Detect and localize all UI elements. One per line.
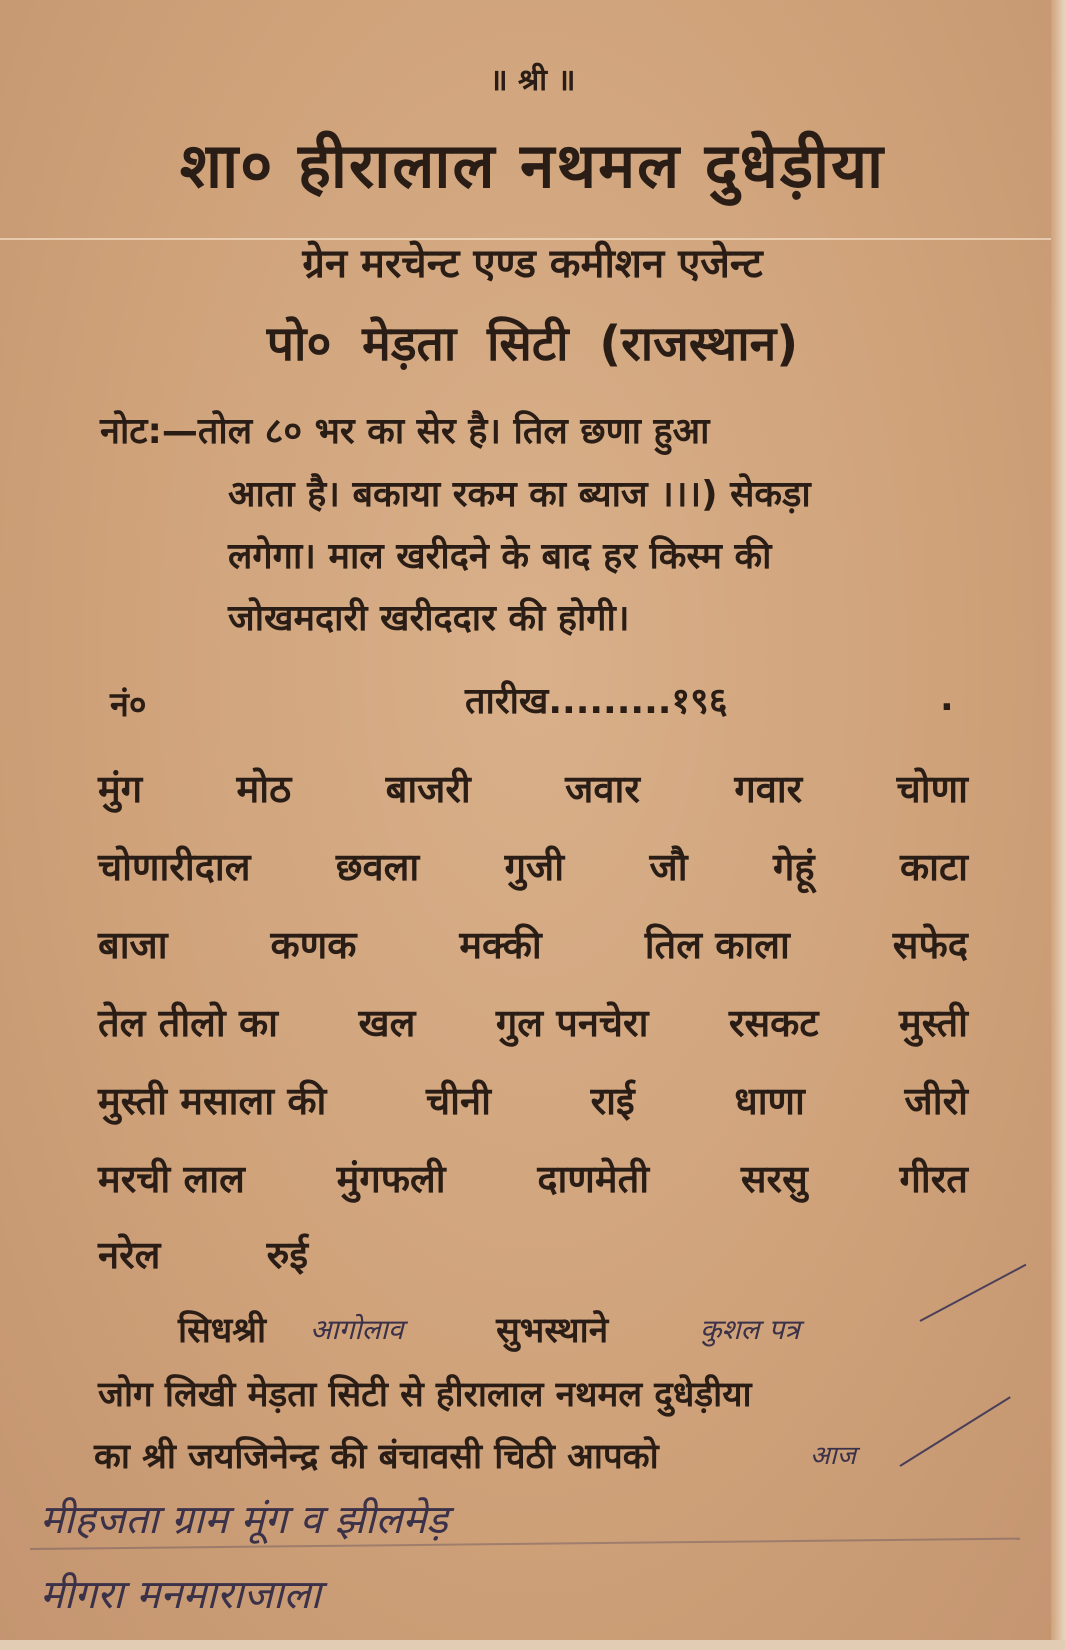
commodity-row <box>98 918 968 970</box>
commodity-row <box>98 1228 308 1280</box>
commodity-item: रसकट <box>728 1001 819 1045</box>
commodity-item: छवला <box>335 845 420 889</box>
commodity-item: खल <box>358 1001 416 1045</box>
address-line: पो० मेड़ता सिटी (राजस्थान) <box>266 316 799 372</box>
handwritten-flourish <box>920 1264 1027 1322</box>
note-line-1: नोट:—तोल ८० भर का सेर है। तिल छणा हुआ <box>100 411 710 452</box>
commodity-item: राई <box>590 1079 635 1123</box>
commodity-item: सफेद <box>892 923 968 967</box>
commodity-row <box>98 1152 968 1204</box>
commodity-item: मक्की <box>459 923 542 967</box>
commodity-row <box>98 1074 968 1126</box>
commodity-item: तिल काला <box>644 923 790 967</box>
note-line-3: लगेगा। माल खरीदने के बाद हर किस्म की <box>228 536 772 577</box>
commodity-item: नरेल <box>98 1233 161 1277</box>
date-dot: . <box>940 678 954 719</box>
commodity-item: मुंगफली <box>336 1157 446 1201</box>
commodity-item: तेल तीलो का <box>98 1001 279 1045</box>
greeting-middle: सुभस्थाने <box>496 1311 609 1351</box>
handwritten-fill-2: कुशल पत्र <box>700 1313 800 1346</box>
commodity-item: जीरो <box>904 1079 968 1123</box>
commodity-item: कणक <box>270 923 357 967</box>
greeting-line-3: का श्री जयजिनेन्द्र की बंचावसी चिठी आपको <box>94 1437 659 1477</box>
commodity-row <box>98 996 968 1048</box>
commodity-item: चीनी <box>426 1079 491 1123</box>
commodity-item: मरची लाल <box>98 1157 245 1201</box>
commodity-item: मोठ <box>236 767 292 811</box>
commodity-item: दाणमेती <box>537 1157 650 1201</box>
commodity-item: रुई <box>266 1233 308 1277</box>
commodity-item: मुस्ती मसाला की <box>98 1079 327 1123</box>
commodity-item: बाजरी <box>385 767 471 811</box>
greeting-prefix: सिधश्री <box>178 1311 267 1351</box>
handwritten-fill-1: आगोलाव <box>310 1313 404 1346</box>
commodity-item: धाणा <box>734 1079 805 1123</box>
commodity-row <box>98 762 968 814</box>
note-line-2: आता है। बकाया रकम का ब्याज ।।।) सेकड़ा <box>228 474 811 515</box>
commodity-item: चोणा <box>896 767 968 811</box>
commodity-row <box>98 840 968 892</box>
trade-line: ग्रेन मरचेन्ट एण्ड कमीशन एजेन्ट <box>302 241 763 287</box>
commodity-item: चोणारीदाल <box>98 845 251 889</box>
handwritten-flourish <box>899 1396 1010 1467</box>
commodity-item: सरसु <box>740 1157 808 1201</box>
commodity-item: गेहूं <box>772 845 815 889</box>
commodity-item: जवार <box>565 767 640 811</box>
firm-name: शा० हीरालाल नथमल दुधेड़ीया <box>179 129 886 202</box>
note-line-4: जोखमदारी खरीददार की होगी। <box>228 598 630 639</box>
commodity-item: गुल पनचेरा <box>495 1001 649 1045</box>
date-label: तारीख.........१९६ <box>465 681 728 722</box>
number-label: नं० <box>110 685 147 725</box>
handwritten-fill-3: आज <box>810 1441 856 1471</box>
commodity-item: मुस्ती <box>898 1001 968 1045</box>
commodity-item: जौ <box>649 845 688 889</box>
greeting-line-2: जोग लिखी मेड़ता सिटी से हीरालाल नथमल दुधेड़ीया <box>98 1375 752 1415</box>
commodity-item: गवार <box>734 767 803 811</box>
commodity-item: गुजी <box>504 845 565 889</box>
handwritten-line-a: मीहजता ग्राम मूंग व झीलमेड़ <box>40 1497 448 1543</box>
commodity-item: काटा <box>899 845 968 889</box>
commodity-item: बाजा <box>98 923 168 967</box>
handwritten-line-b: मीगरा मनमाराजाला <box>40 1572 321 1618</box>
commodity-item: गीरत <box>899 1157 968 1201</box>
commodity-item: मुंग <box>98 767 143 811</box>
invocation: ॥ श्री ॥ <box>489 63 576 98</box>
paper-bottom-edge <box>0 1640 1065 1650</box>
